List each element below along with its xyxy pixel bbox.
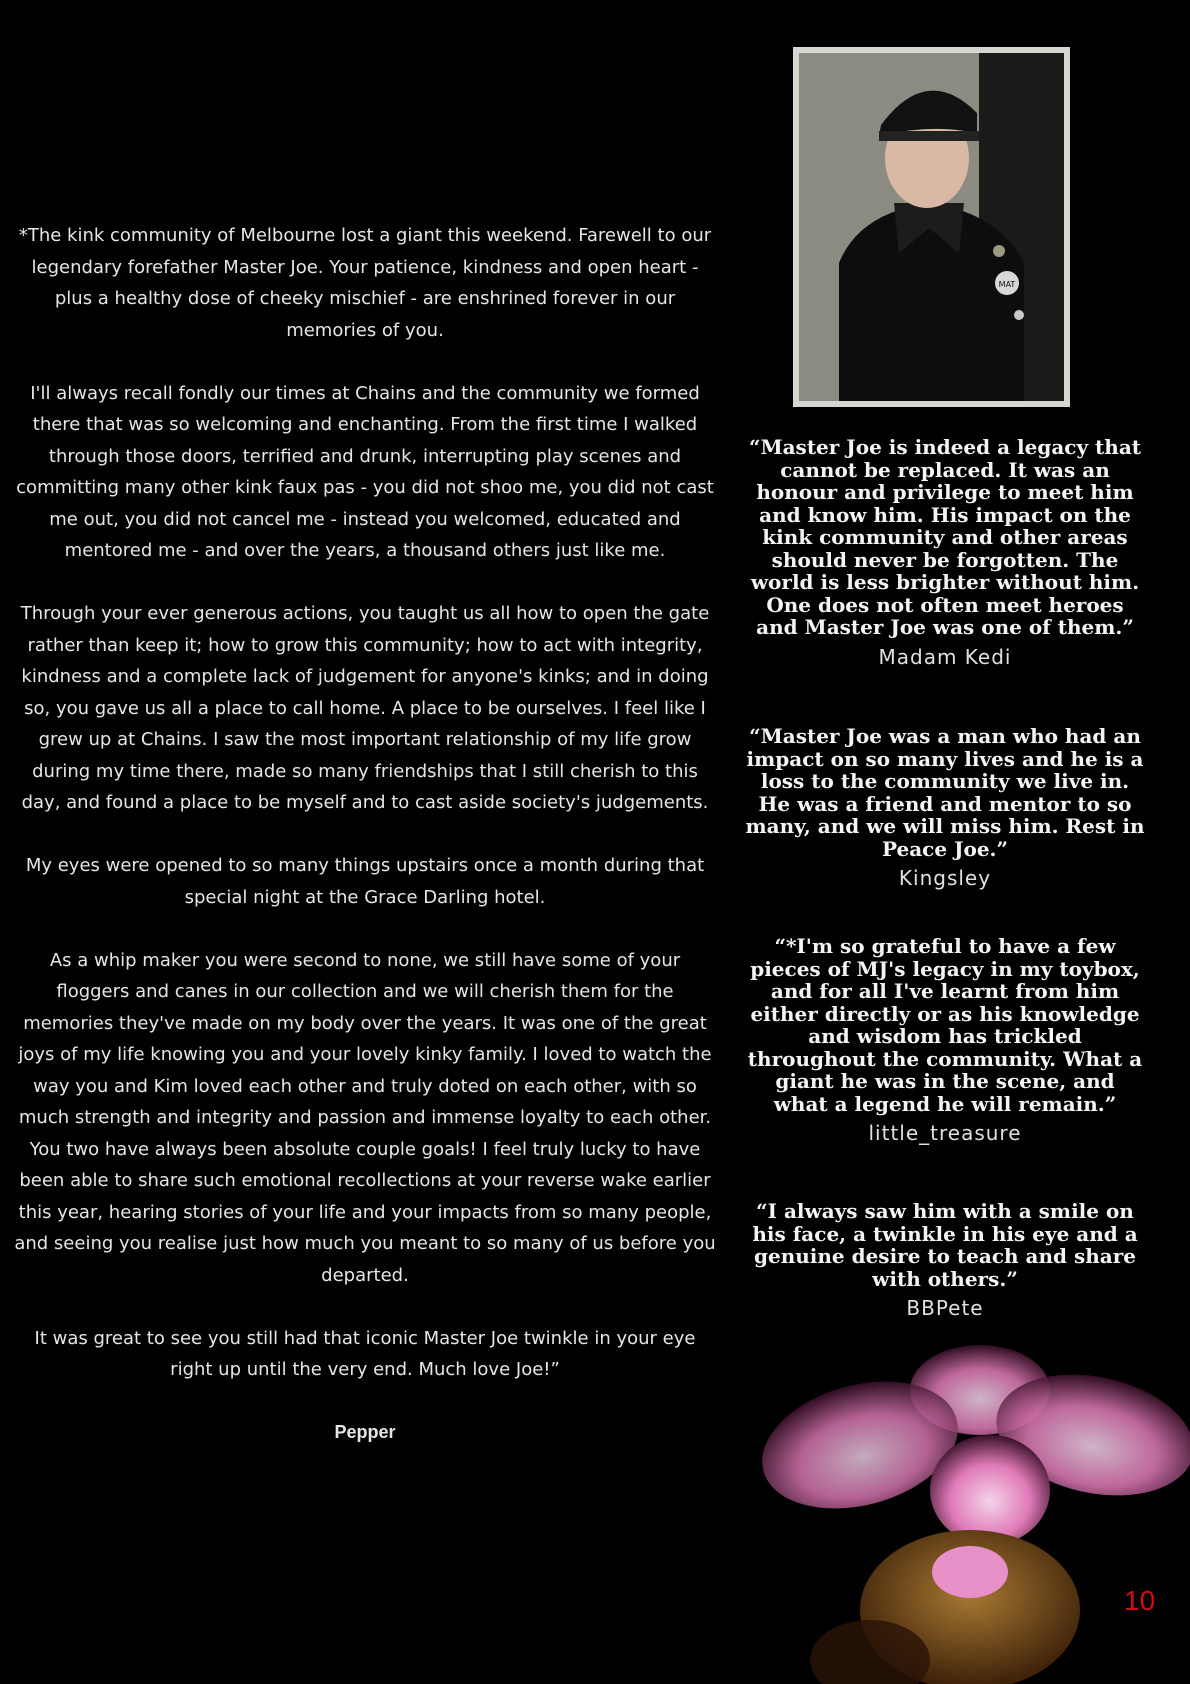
tribute-paragraph: *The kink community of Melbourne lost a giant this weekend. Farewell to our legendary forefather Master Joe. Your patience, kindness and open heart - plus a healthy dose of cheeky mischief - are enshrined forever in our memories of you. <box>18 225 712 341</box>
tribute-letter <box>14 220 716 1449</box>
tribute-paragraph: Through your ever generous actions, you taught us all how to open the gate rather than keep it; how to grow this community; how to act with integrity, kindness and a complete lack of judgement for anyone's kinks; and in doing so, you gave us all a place to call home. A place to be ourselves. I feel like I grew up at Chains. I saw the most important relationship of my life grow during my time there, made so many friendships that I still cherish to this day, and found a place to be myself and to cast aside society's judgements. <box>20 603 710 813</box>
quote-text: “Master Joe is indeed a legacy that cannot be replaced. It was an honour and privilege to meet him and know him. His impact on the kink community and other areas should never be forgotten. The world is less brighter without him. One does not often meet heroes and Master Joe was one of them.” <box>748 435 1142 639</box>
orchid-flower-image <box>690 1340 1190 1684</box>
quote-text: “*I'm so grateful to have a few pieces of MJ's legacy in my toybox, and for all I've learnt from him either directly or as his knowledge and wisdom has trickled throughout the community. What a giant he was in the scene, and what a legend he will remain.” <box>747 934 1143 1116</box>
quote-text: “I always saw him with a smile on his face, a twinkle in his eye and a genuine desire to teach and share with others.” <box>752 1199 1138 1291</box>
quote-block <box>745 935 1145 1145</box>
quote-block <box>745 1200 1145 1320</box>
quote-author: Madam Kedi <box>878 644 1012 669</box>
portrait-photo-frame <box>793 47 1070 407</box>
quote-block <box>745 725 1145 890</box>
quote-block <box>745 436 1145 669</box>
quote-author: BBPete <box>906 1296 984 1320</box>
page-number: 10 <box>1124 1585 1156 1616</box>
tribute-paragraph: I'll always recall fondly our times at Chains and the community we formed there that was so welcoming and enchanting. From the first time I walked through those doors, terrified and drunk, interrupting play scenes and committing many other kink faux pas - you did not shoo me, you did not cast me out, you did not cancel me - instead you welcomed, educated and mentored me - and over the years, a thousand others just like me. <box>16 382 714 561</box>
portrait-illustration <box>799 53 1064 401</box>
svg-text:MAT: MAT <box>998 280 1016 289</box>
quote-author: little_treasure <box>868 1121 1022 1145</box>
tribute-paragraph: My eyes were opened to so many things upstairs once a month during that special night at the Grace Darling hotel. <box>25 855 705 908</box>
quote-text: “Master Joe was a man who had an impact on so many lives and he is a loss to the community we live in. He was a friend and mentor to so many, and we will miss him. Rest in Peace Joe.” <box>745 724 1145 861</box>
tribute-paragraph: It was great to see you still had that iconic Master Joe twinkle in your eye right up until the very end. Much love Joe!” <box>34 1327 696 1380</box>
tribute-paragraph: As a whip maker you were second to none, we still have some of your floggers and canes in our collection and we will cherish them for the memories they've made on my body over the years. It was one of the great joys of my life knowing you and your lovely kinky family. I loved to watch the way you and Kim loved each other and truly doted on each other, with so much strength and integrity and passion and immense loyalty to each other. You two have always been absolute couple goals! I feel truly lucky to have been able to share such emotional recollections at your reverse wake earlier this year, hearing stories of your life and your impacts from so many people, and seeing you realise just how much you meant to so many of us before you departed. <box>14 949 716 1286</box>
tribute-signoff: Pepper <box>334 1422 396 1442</box>
quote-author: Kingsley <box>898 866 992 890</box>
portrait-photo <box>799 53 1064 401</box>
